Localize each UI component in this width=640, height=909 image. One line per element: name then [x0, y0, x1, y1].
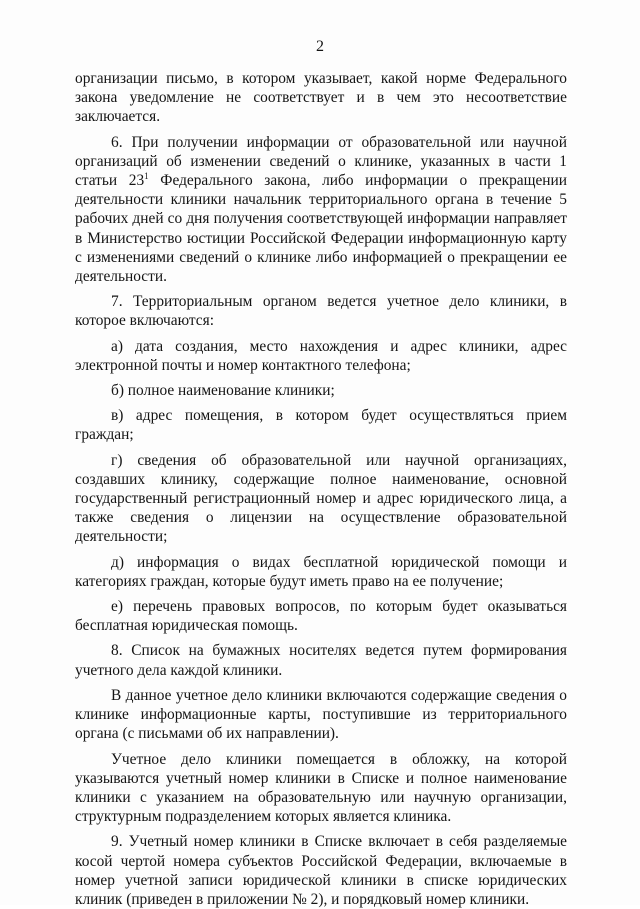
paragraph-7-item-a: а) дата создания, место нахождения и адрес клиники, адрес электронной почты и номер контактного телефона; [75, 337, 567, 374]
paragraph-7-item-d: г) сведения об образовательной или научной организациях, создавших клинику, содержащие полное наименование, основной государственный регистрационный номер и адрес юридического лица, а также сведения о лицензии на осуществление образовательной деятельности; [75, 451, 567, 546]
paragraph-6-part-2: Федерального закона, либо информации о прекращении деятельности клиники начальник территориального органа в течение 5 рабочих дней со дня получения соответствующей информации направляет в Министерство юстиции Российской Федерации информационную карту с изменениями сведений о клинике либо информацией о прекращении ее деятельности. [75, 172, 567, 286]
paragraph-8-case-contents: В данное учетное дело клиники включаются содержащие сведения о клинике информационные карты, поступившие из территориального органа (с письмами об их направлении). [75, 686, 567, 743]
paragraph-6-part-1: 6. При получении информации от образовательной или научной организаций об изменении сведений о клинике, указанных в части 1 статьи 23 [75, 133, 567, 190]
paragraph-7: 7. Территориальным органом ведется учетное дело клиники, в которое включаются: [75, 293, 567, 330]
paragraph-7-item-b: б) полное наименование клиники; [111, 382, 335, 400]
paragraph-continuation: организации письмо, в котором указывает, какой норме Федерального закона уведомление не соответствует и в чем это несоответствие заключается. [75, 70, 567, 126]
paragraph-8-case-cover: Учетное дело клиники помещается в обложку, на которой указываются учетный номер клиники в Списке и полное наименование клиники с указанием на образовательную или научную организации, структурным подразделением которых является клиника. [75, 750, 567, 826]
paragraph-8: 8. Список на бумажных носителях ведется путем формирования учетного дела каждой клиники. [75, 642, 567, 679]
paragraph-7-item-c: в) адрес помещения, в котором будет осуществляться прием граждан; [75, 407, 567, 444]
article-superscript: 1 [144, 170, 149, 181]
paragraph-6 [75, 133, 567, 287]
paragraph-7-item-e: д) информация о видах бесплатной юридической помощи и категориях граждан, которые будут иметь право на ее получение; [75, 553, 567, 590]
page-number: 2 [316, 38, 324, 55]
document-body [75, 69, 567, 909]
paragraph-7-item-f: е) перечень правовых вопросов, по которым будет оказываться бесплатная юридическая помощь. [75, 598, 567, 635]
paragraph-9: 9. Учетный номер клиники в Списке включает в себя разделяемые косой чертой номера субъектов Российской Федерации, включаемые в номер учетной записи юридической клиники в списке юридических клиник (приведен в приложении № 2), и порядковый номер клиники. [75, 833, 567, 908]
